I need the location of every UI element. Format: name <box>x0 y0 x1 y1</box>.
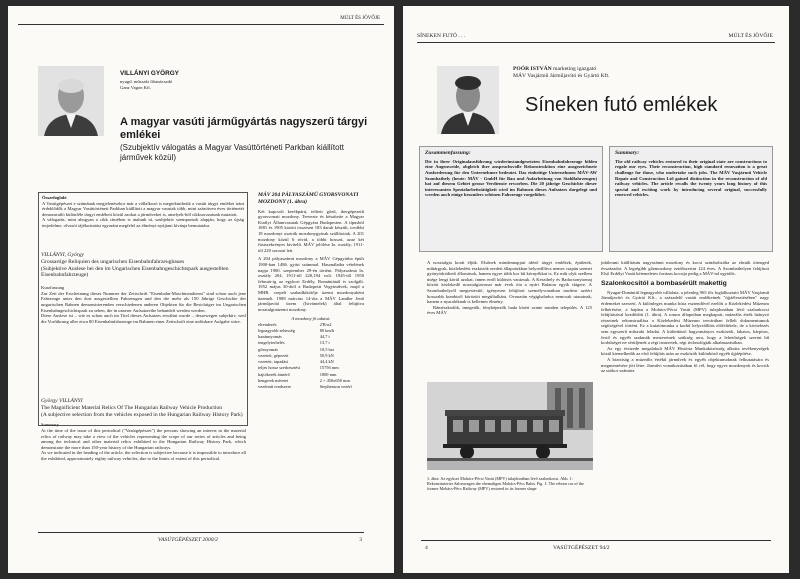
de-title: Grossartige Reliquien des ungarischen Eisenbahnfahrzeugbaues <box>41 258 185 265</box>
left-page <box>8 6 394 573</box>
spec-value: 1800 mm <box>319 371 337 377</box>
spec-value: 10,5 bar <box>319 346 335 352</box>
spec-label: teljes hossz szerkesztési <box>258 365 301 371</box>
summary-text-2: As we indicated in the heading of the article, the selection is subjective because it is impossible to introduce all the exhibited, approximately eighty railway vehicles, due to the limits of extent of this periodical. <box>41 450 246 461</box>
spec-label: kazánnyomás <box>258 334 282 340</box>
article-subtitle: (Szubjektív válogatás a Magyar Vasúttörténeti Parkban kiállított járművek közül) <box>120 143 344 162</box>
right-page-number: 4 <box>425 545 428 551</box>
author-name: VILLÁNYI GYÖRGY <box>120 70 179 77</box>
en-author: György VILLÁNYI <box>41 398 83 404</box>
author-company: Ganz Vagon Kft. <box>120 85 151 90</box>
salon-car-photo <box>427 382 593 470</box>
spec-value: 50,9 kN <box>319 352 334 358</box>
locomotive-text-1: Két kapcsolt kerékpárú, telített gőzű, ikergépezetű gyorsvonati mozdony. Tervezte és készítette a Magyar Királyi Államvasutak Gépgyára Budapesten. A típusból 1881 és 1905 között összesen 183 darab készült, további 18 mozdonyt osztrák mozdonygyárak szállítottak. A 201 mozdony közül 6 rövid, a többi hosszú, azaz két füstszekrényes kivitelű. MÁV jelölése Ia. osztály, 1911-től 220 sorozat lett. <box>258 208 364 253</box>
spec-value: 15756 mm <box>319 365 339 371</box>
german-block <box>41 252 246 324</box>
english-block <box>41 398 246 462</box>
en-title: The Magnificient Material Relics Of The Hungarian Railway Vehicle Production <box>41 404 223 411</box>
kurzfassung-text-2: Diese Auslese ist – wie es schon auch im Titel dieses Aufsatzes erwähnt wurde – dessewegen subjektiv, weil die Vorführung aller etwa 80 Eisenbahnfahrzeuge im Rahmen einer Zeitschrift eine unlösbare Aufgabe wäre. <box>41 313 246 324</box>
specs-table <box>258 322 364 390</box>
author-portrait-right <box>437 66 499 134</box>
kurzfassung-text: Zur Zeit der Erscheinung dieser Nummer der Zeitschrift "Eisenbahn-Maschinendienst" sind schon auch jene Fahrzeuge unter den dort ausgestellten Fahrzeugen und den die mehr als 150 Jährige Geschichte der ungarischen Bahnen demonstrierenden verschiedenen anderen Objekten für die Besichtiger im Ungarischen Eisenbahngeschichtspark zu sehen, die in unserer Aufsatzreihe behandelt werden werden. <box>41 290 246 313</box>
en-subtitle: (A subjective selection from the vehicles exposed in the Hungarian Railway History Park) <box>41 411 243 418</box>
osszefoglalo-text-2: A válogatás, mint ahogyan a cikk címében is utalunk rá, szubjektív szempontok alapján, hogy az újság terjedelme, olvasói tájékoztatást egyaránt megfelel az élményt nyújtani kívánja bemutatása. <box>42 217 244 228</box>
right-column-2 <box>601 260 769 374</box>
right-article-title: Síneken futó emlékek <box>525 94 718 116</box>
osszefoglalo-text: A Vasútgépészet e számának megjelenésekor már a vállalkozó is megtekinthetik a vasúti tárgyi emlékei iránt érdeklődők a Magyar Vasúttörténeti Parkban kiállított a magyar vasutak több, mint százötven éves történetét demonstráló különféle tárgyi emlékeit közül azokat a járműveket is, amelyek-ből cikksorozatunk mutatott. <box>42 200 244 217</box>
right-col2-text-3: Az egy évtizede megalakult MÁV História Munkaközösség alkotta tevékenységek közül kiemelkedik az első felújítás után az eszközök különböző egyéb újjáépítése. <box>601 345 769 357</box>
zus-heading: Zusammenfassung: <box>425 150 471 156</box>
zus-text: Die in ihrer Originalausführung wiederinstandgesetzten Eisenbahnfahrzeuge bilden eine Augenweide, obgleich ihre anspruchsvolle Rekonstruktion eine ausgezeichnete Ausforderung für den Unternehmer bedeutet. Das einheitige Unternehmen MÁV-AW Szombathely (heute: MÁV - GmbH für Bau und Aufarbeitung von Stahlfahrzeugen) hat auf diesem Gebiet grosse Verdienste erworben. Die 20 jährige Geschichte dieser interessanten Spezialarbeitstätigkeit wird im Rahmen dieses Aufsatzes dargelegt und werden auch einige besonders schönen Fahrzeuge vorgeführt. <box>425 158 597 198</box>
right-column-1 <box>427 260 592 316</box>
left-footer-journal: VASÚTGÉPÉSZET 2000/2 <box>158 537 218 543</box>
article-title: A magyar vasúti járműgyártás nagyszerű tárgyi emlékei <box>120 116 368 141</box>
de-subtitle: (Subjektive Auslese bei den im Ungarischen Eisenbahngeschichtspark ausgestellten Eisenbahnfahrzeuge) <box>41 265 229 279</box>
kurzfassung-heading: Kurzfassung <box>41 285 65 291</box>
left-page-number: 3 <box>359 537 362 543</box>
sum-text: The old railway vehicles restored to their original state are constructions to regale our eyes. Their reconstruction, high standard renovation is a great challenge for those, who undertake such jobs. The MÁV Vasjármű Vehicle Repair and Construction Ltd gained distinction in the reconstruction of old railway vehicles. The article recalls the twenty years long history of this special and exciting work by introducing several original, successfully renewed vehicles. <box>615 158 767 198</box>
right-col2-heading: Szalonkocsitól a bombasérült makettig <box>601 279 727 287</box>
right-header-right: MÚLT ÉS JÖVŐJE <box>728 33 773 39</box>
right-author-line <box>513 66 596 72</box>
right-header-left: SÍNEKEN FUTÓ . . . <box>417 33 466 39</box>
left-footer-rule <box>38 532 364 533</box>
left-section-header: MÚLT ÉS JÖVŐJE <box>340 16 380 21</box>
sum-heading: Summary: <box>615 150 640 156</box>
spec-label: gőznyomás <box>258 346 278 352</box>
right-col1-text-1: A nosztalgia korát éljük. Elsőnek mindennapjait idéző tárgyi emlékek, épületek, műtárgyak, közlekedési eszközök eredeti állapotukban helyreállítva nemes csapán szemet gyönyörködtető állomások, hanem egyre több kor hű környékkat is. Ez műt olyk szellem üsége lengi körül azokat, innen erről különös varázsuk. A Keszthely és Badacsonytomaj között közlekedő nosztalgiavonat már évek óta a nyári Balaton egyik slágere. A Szombathelyről megtestesítő, igényesen felújított személyvonatban modern azóért hosszabb kombiról körözött megtiltalkánt. Ovonatán végighaladva nemcsak utasainak, hanem a nyaralóknak is kellemes élmény. <box>427 260 592 305</box>
osszefoglalo-heading: Összefoglaló <box>42 195 67 200</box>
right-footer-journal: VASÚTGÉPÉSZET 94/2 <box>553 545 610 551</box>
spec-label: elrendezés <box>258 321 277 327</box>
spec-label: tengelyterhelés <box>258 340 285 346</box>
de-author: VILLÁNYI, György <box>41 252 84 258</box>
right-author-name: POÓR ISTVÁN <box>513 66 552 72</box>
spec-label: hajtókerék átmérő <box>258 371 290 377</box>
author-role: nyugd. műszaki főtanácsadó <box>120 79 173 84</box>
right-col2-text-4: A bizottság a múzeális értékű járművek és egyéb objektumoknak felkutatására és megmentésére jött létre. Járművi vonatkozásában fő cél, hogy egyes mozdonyok és kocsik az utókor számára <box>601 356 769 374</box>
right-col2-text-1: jubileumi kiállításán nagyszámú mozdony és kocsi szimbolizálta az elmúlt öttenged évszázadot. A legrégibb gőzmozdony ezidőszerint 124 éves. A Szombathelyen felújított Első Erdélyi Vasút kétemeletes favázas kocsija pedig a MÁV-tal egyidős. <box>601 260 769 277</box>
locomotive-column <box>258 192 364 390</box>
left-header-rule <box>18 24 384 25</box>
spec-label: vezetett, gépezeti <box>258 352 289 358</box>
spec-value: 2'B-n2 <box>319 321 332 327</box>
locomotive-heading: MÁV 204 PÁLYASZÁMÚ GYORSVONATI MOZDONY (1. ábra) <box>258 192 359 205</box>
photo-caption: 1. ábra: Az egykori Mohács-Pécsi Vasút (MPV) tulajdonában lévő szalonkocsi. Abb. 1: Rekonstruierter Salonwagen der ehemaligen Mohács-Pécs Bahn. Fig. 1: The reborn car of the former Mohács-Pécs Railway (MPV) restored in its former shape <box>427 476 584 492</box>
spec-label: legnagyobb sebesség <box>258 328 295 334</box>
right-page <box>403 6 789 573</box>
spec-row <box>258 384 364 390</box>
zusammenfassung-box <box>419 146 603 252</box>
summary-heading: Summary <box>41 422 59 428</box>
spec-value: Stephenson vezérl <box>319 383 352 389</box>
right-author-company: MÁV Vasjármű Járműjavító és Gyártó Kft. <box>513 73 610 79</box>
right-col1-text-2: Bámészkodók, integetők, fényképezők hada kíséri szinte minden település. A 125 éves MÁV <box>427 304 592 316</box>
locomotive-text-2: A 204 pályaszámú mozdony a MÁV Gépgyárba épült 1900-ban 1486. gyári számmal. Használatba vételének napja 1900. szeptember 29-én történt. Pályaszáma Ia. osztály 204, 1911-től 220,194 volt. 1945-től 1950 február-ig az egykori Erdély, Romániánál is szolgált. 1952 május 30-ától a Budapesti Vegyiművek, majd a MHR. csepeli szabadkikötője üzemi mozdonyaként üzemelt. 1988 március 14-óta a MÁV Landler Jenő járműjavító üzem (Istvántelek) által felújítva nosztalgiaüzemi mozdony. <box>258 256 364 312</box>
spec-label: hengerek méretei <box>258 377 289 383</box>
spec-label: vezetett, tapadási <box>258 359 289 365</box>
right-col2-text-2: Nyugat-Dunántúl legnagyobb vállalata, a jelenleg 965 fős foglalkoztató MÁV Vasjármű Járműjavító és Gyártó Kft., a századelő vasúti emlékeinek "újjáélesztésében" nagy érdemeket szerzett. A különleges munka húsz esztendővel ezelőtt a Közlekedési Múzeum felkérésére, a hajdan a Mohács-Pécsi Vasút (MPV) tulajdonában lévő szalonkocsi felújításával kezdődött (1. ábra). A romos állapotban megkapott, múzeális érték hiányzó részeinek rekonstruálása a Közlekedési Múzeum tervárában fellelt dokumentumok segítségével történt. Ez a kutatómunka a korhű helyreállítás előfeltétele, de a kivitelezés sem egyszerű műszaki feladat. A különböző hagyományos eszközök, lakatos, kárpitos, festő és egyéb szakmák mestereinek szükség arra, hogy a lehetőségek szerint hű korhűséget ne sérüljenek a régi ismeretek, régi technológiák alkalmazásában. <box>601 289 769 346</box>
summary-box <box>609 146 773 252</box>
right-header-rule <box>417 42 775 43</box>
spec-value: 44,7 t <box>319 334 330 340</box>
spec-value: 44,4 kN <box>319 359 334 365</box>
author-portrait <box>38 66 104 136</box>
spec-value: 2 × 450x650 mm <box>319 377 350 383</box>
specs-heading: A mozdony fő adatai: <box>291 316 331 322</box>
right-author-role: marketing igazgató <box>553 66 597 72</box>
spec-value: 13,7 t <box>319 340 330 346</box>
right-footer-rule <box>421 540 771 541</box>
summary-text: At the time of the issue of this periodical ("Vasútgépészet") the persons showing an interest in the material relics of railway may take a view of the vehicles representing the scope of our series of articles and being among the technical and other material relics exhibited in the Hungarian Railway History Park, which demonstrate the more than 150-year history of the Hungarian railways. <box>41 427 246 450</box>
spec-label: vezérmű rendszere <box>258 383 292 389</box>
spec-value: 80 km/h <box>319 328 335 334</box>
